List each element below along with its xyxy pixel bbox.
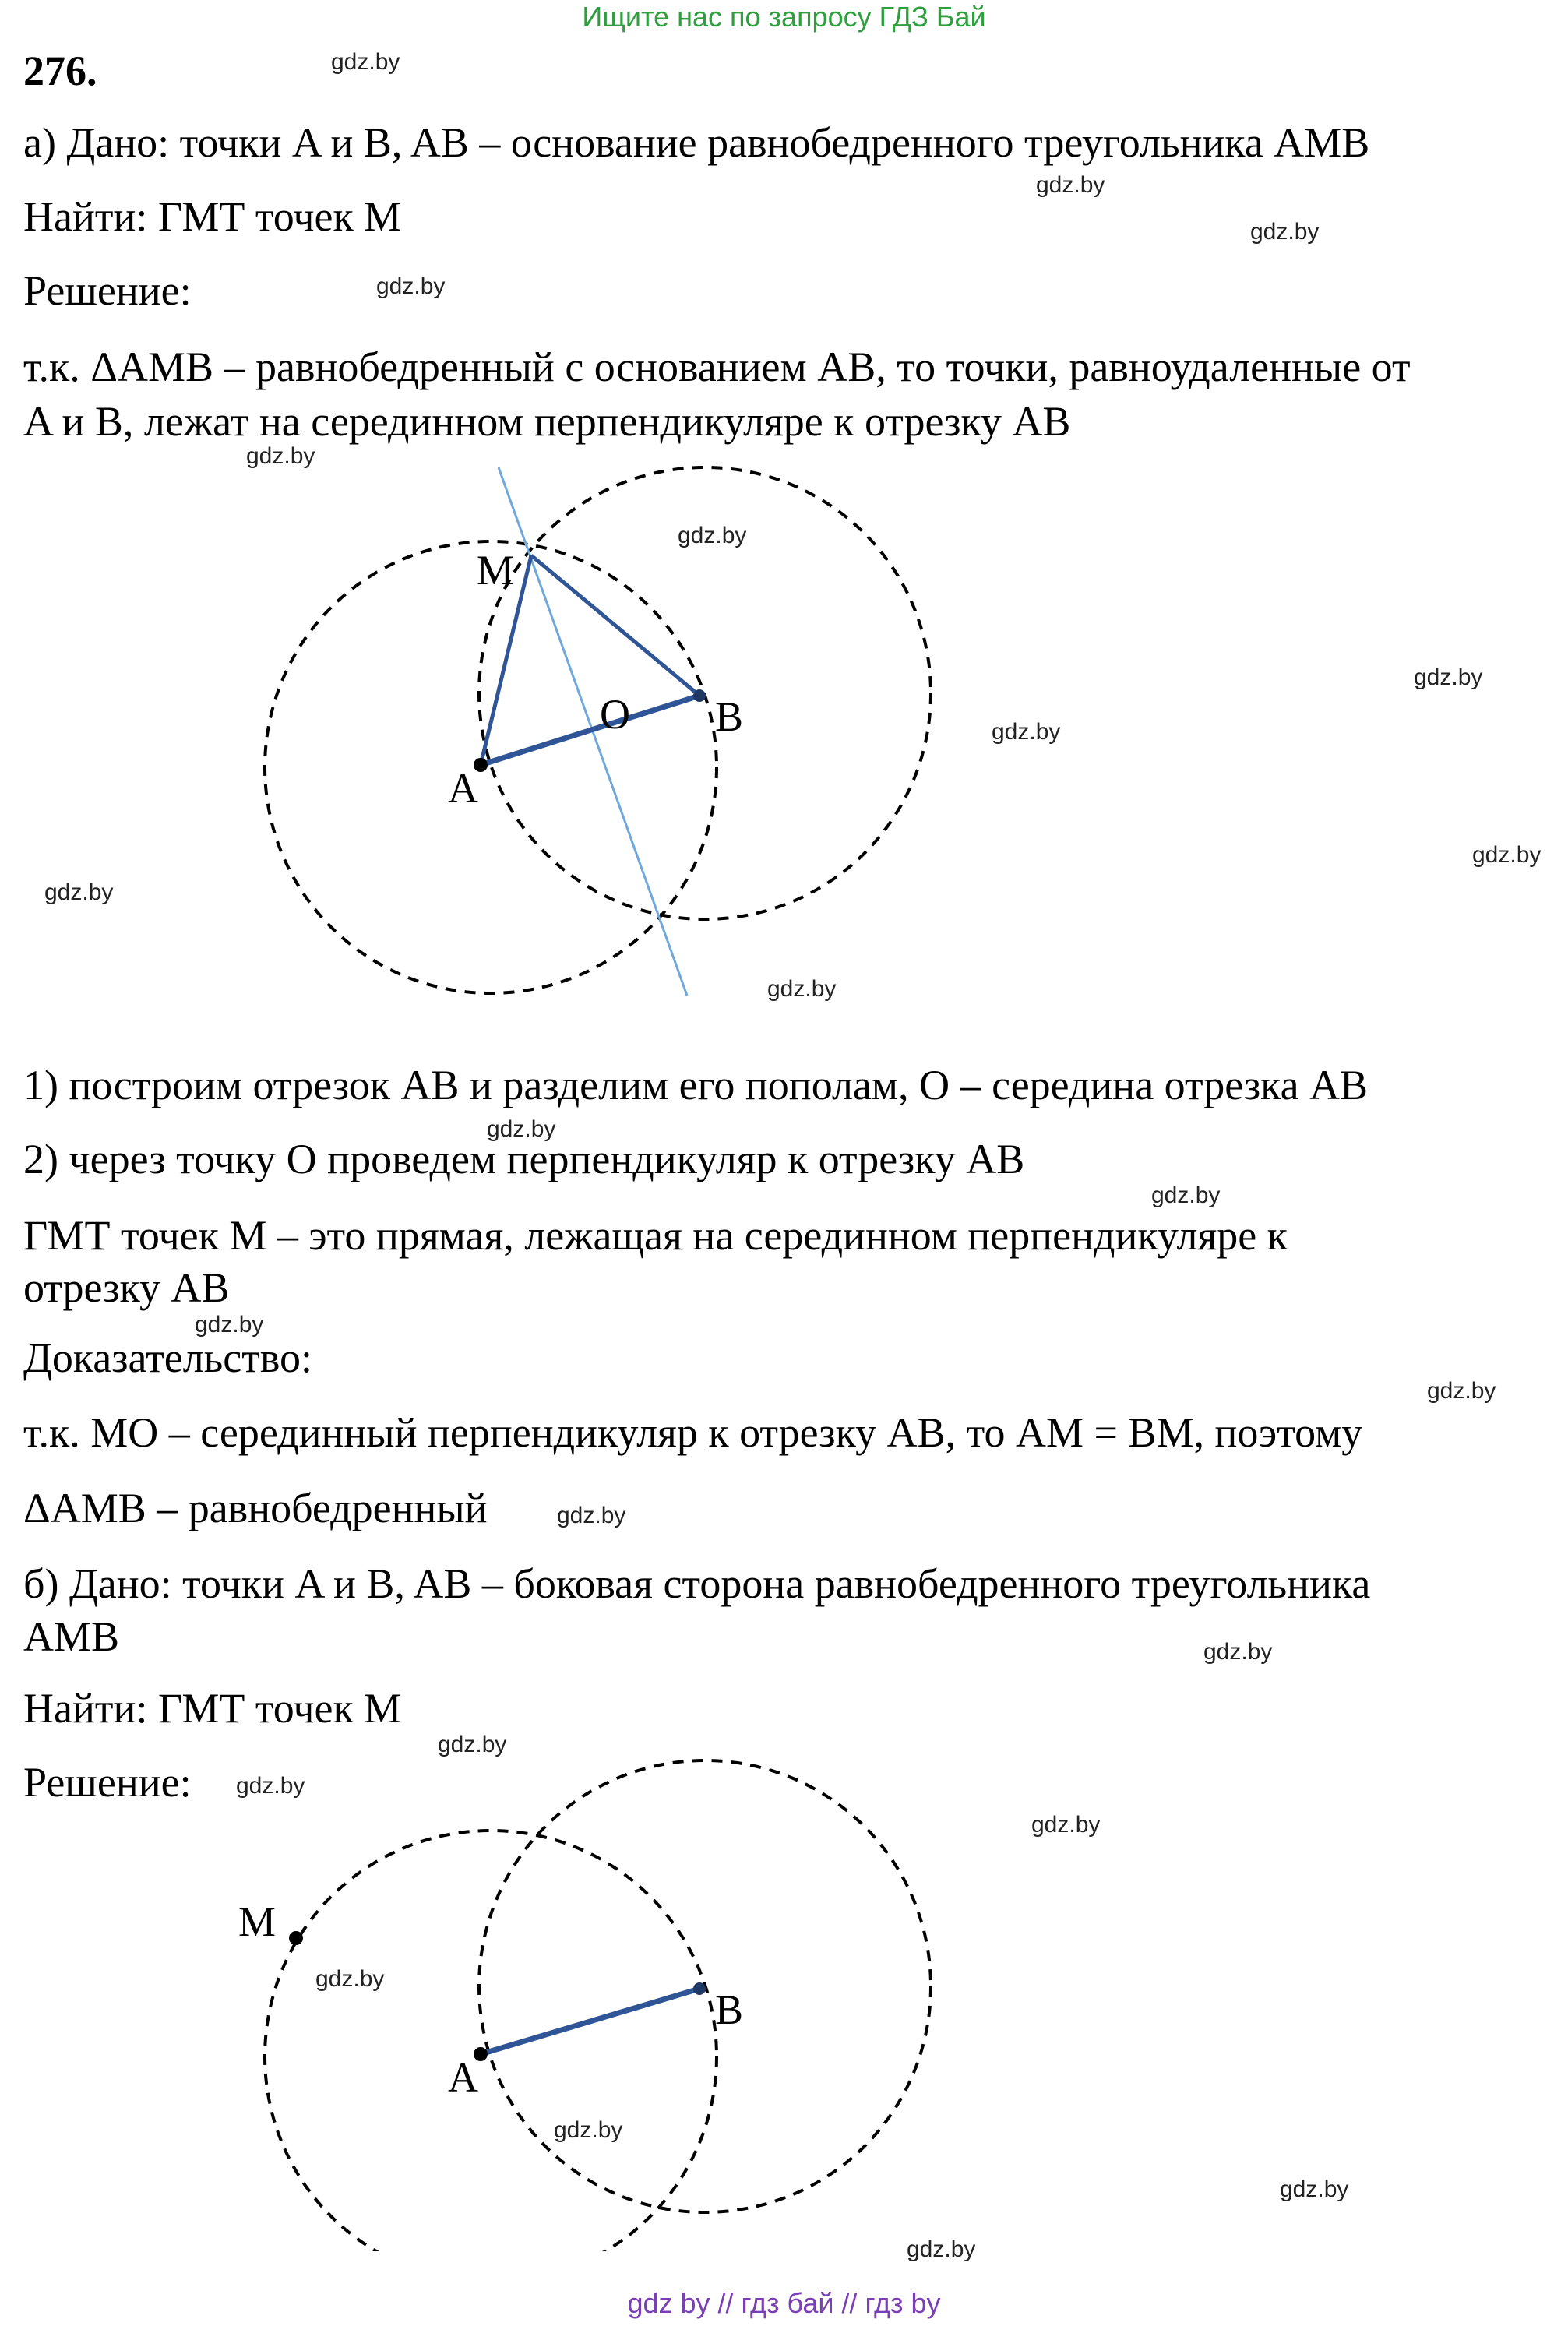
- watermark: gdz.by: [1250, 219, 1320, 245]
- circle-centered-a: [265, 541, 717, 993]
- part-a-find: Найти: ГМТ точек M: [23, 193, 402, 240]
- part-a-proof-label: Доказательство:: [23, 1334, 312, 1381]
- watermark: gdz.by: [331, 49, 400, 75]
- watermark: gdz.by: [557, 1503, 626, 1528]
- point-b: [693, 1982, 706, 1995]
- point-m: [289, 1931, 303, 1945]
- problem-number: 276.: [23, 48, 97, 94]
- search-banner: Ищите нас по запросу ГДЗ Бай: [582, 1, 986, 33]
- segment-ab: [481, 696, 699, 765]
- label-m: M: [238, 1898, 277, 1945]
- watermark: gdz.by: [1427, 1378, 1496, 1404]
- label-o: O: [600, 691, 630, 738]
- part-a-proof-line2: ΔAMB – равнобедренный: [23, 1485, 488, 1531]
- part-a-step1: 1) построим отрезок AB и разделим его пополам, O – середина отрезка AB: [23, 1062, 1369, 1108]
- label-a: A: [448, 2054, 478, 2101]
- part-b-find: Найти: ГМТ точек M: [23, 1685, 402, 1732]
- watermark: gdz.by: [907, 2236, 976, 2262]
- watermark: gdz.by: [246, 443, 315, 469]
- watermark: gdz.by: [1280, 2176, 1349, 2202]
- watermark: gdz.by: [487, 1116, 556, 1142]
- part-a-proof-line1: т.к. MO – серединный перпендикуляр к отрезку AB, то AM = BM, поэтому: [23, 1409, 1363, 1456]
- watermark: gdz.by: [1203, 1639, 1273, 1665]
- part-a-reason-line1: т.к. ΔAMB – равнобедренный с основанием AB, то точки, равноудаленные от: [23, 344, 1411, 390]
- footer-watermark: gdz by // гдз бай // гдз by: [627, 2287, 941, 2319]
- label-b: B: [715, 693, 744, 740]
- circle-centered-a: [265, 1831, 717, 2251]
- watermark: gdz.by: [554, 2117, 623, 2143]
- part-b-solution-label: Решение:: [23, 1759, 192, 1806]
- watermark: gdz.by: [376, 273, 446, 299]
- watermark: gdz.by: [1414, 664, 1483, 690]
- part-a-locus-line2: отрезку AB: [23, 1264, 230, 1311]
- watermark: gdz.by: [438, 1732, 507, 1757]
- label-a: A: [448, 765, 478, 812]
- segment-bm: [531, 555, 699, 696]
- watermark: gdz.by: [1036, 172, 1105, 198]
- part-a-given: а) Дано: точки A и B, AB – основание равнобедренного треугольника AMB: [23, 119, 1370, 166]
- label-b: B: [715, 1986, 744, 2033]
- part-a-reason-line2: A и B, лежат на серединном перпендикуляре к отрезку AB: [23, 398, 1071, 445]
- watermark: gdz.by: [992, 719, 1061, 745]
- label-m: M: [477, 547, 515, 594]
- watermark: gdz.by: [315, 1966, 385, 1992]
- watermark: gdz.by: [767, 976, 837, 1002]
- part-a-solution-label: Решение:: [23, 267, 192, 314]
- part-b-given-line1: б) Дано: точки A и B, AB – боковая сторона равнобедренного треугольника: [23, 1560, 1371, 1607]
- watermark: gdz.by: [1151, 1182, 1221, 1208]
- watermark: gdz.by: [195, 1312, 264, 1337]
- watermark: gdz.by: [44, 879, 114, 905]
- watermark: gdz.by: [1031, 1812, 1101, 1838]
- figure-a: [0, 460, 1568, 1005]
- part-a-locus-line1: ГМТ точек M – это прямая, лежащая на серединном перпендикуляре к: [23, 1212, 1288, 1259]
- segment-ab: [481, 1989, 699, 2054]
- part-b-given-line2: AMB: [23, 1613, 120, 1660]
- point-b: [693, 689, 706, 702]
- part-a-step2: 2) через точку O проведем перпендикуляр к отрезку AB: [23, 1136, 1025, 1182]
- watermark: gdz.by: [1472, 842, 1542, 868]
- watermark: gdz.by: [236, 1773, 305, 1799]
- watermark: gdz.by: [678, 523, 747, 548]
